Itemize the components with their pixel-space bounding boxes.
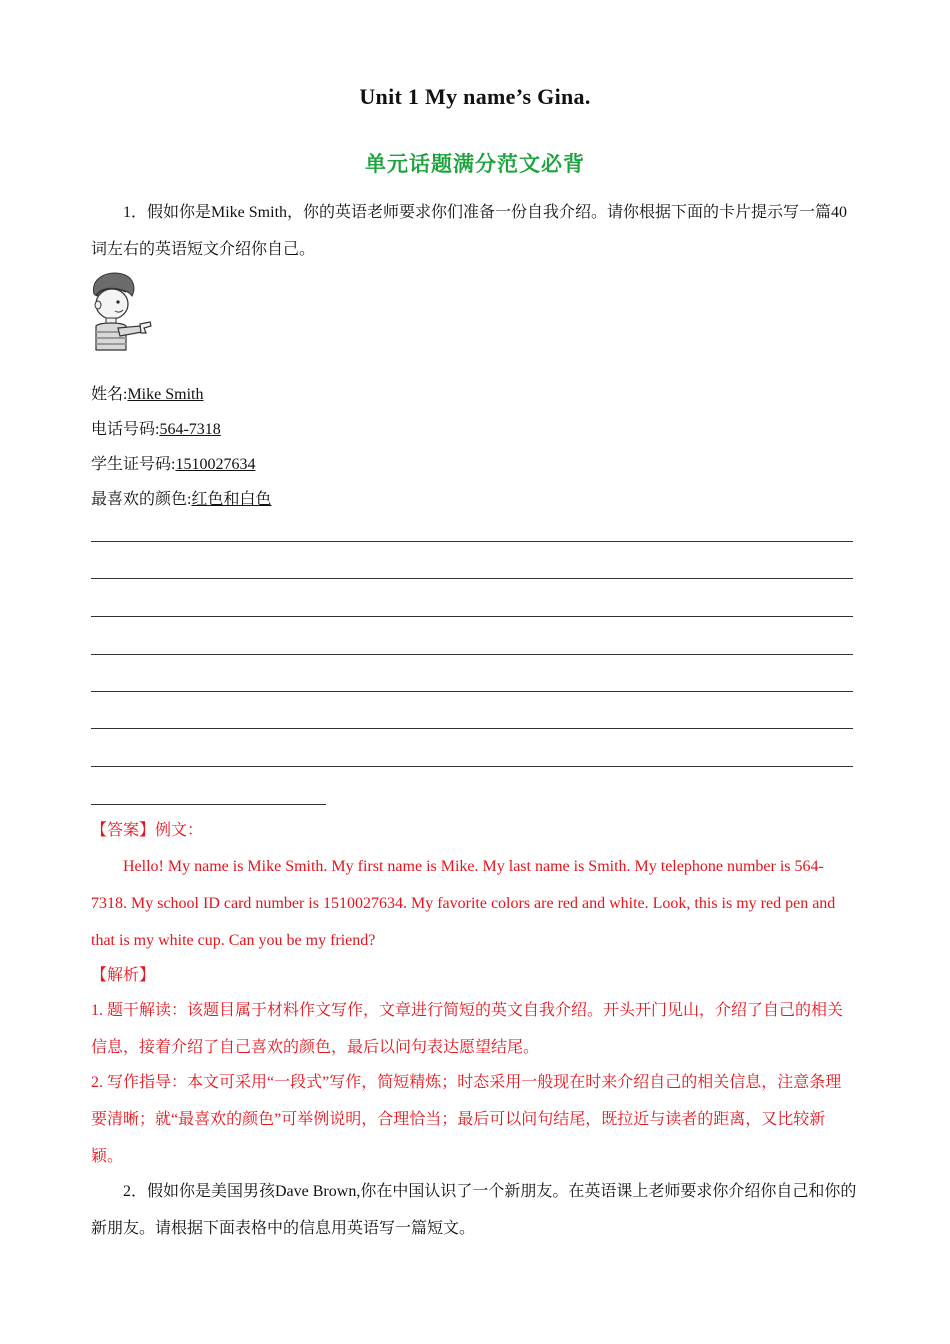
question-2-prompt: 2．假如你是美国男孩Dave Brown,你在中国认识了一个新朋友。在英语课上老师要求你介绍你自己和你的新朋友。请根据下面表格中的信息用英语写一篇短文。 — [91, 1183, 857, 1237]
writing-line — [91, 691, 853, 692]
answer-sample-essay: Hello! My name is Mike Smith. My first name is Mike. My last name is Smith. My telephone number is 564-7318. My school ID card number is 1510027634. My favorite colors are red and white. Look, this is my red pen and that is my white cup. Can you be my friend? — [91, 858, 836, 949]
analysis-label: 【解析】 — [91, 967, 156, 984]
card-name-value: Mike Smith — [127, 386, 204, 403]
writing-line — [91, 616, 853, 617]
writing-line-end — [91, 804, 326, 805]
card-favorite-color-value: 红色和白色 — [191, 491, 272, 508]
card-phone-label: 电话号码: — [91, 421, 160, 438]
page-title: Unit 1 My name’s Gina. — [359, 84, 591, 109]
card-student-id — [91, 454, 255, 476]
writing-line — [91, 728, 853, 729]
card-student-id-value: 1510027634 — [175, 456, 256, 473]
card-phone-value: 564-7318 — [159, 421, 221, 438]
analysis-point-2: 2. 写作指导：本文可采用“一段式”写作，简短精炼；时态采用一般现在时来介绍自己的相关信息，注意条理要清晰；就“最喜欢的颜色”可举例说明，合理恰当；最后可以问句结尾，既拉近与读者的距离，又比较新颖。 — [91, 1074, 842, 1165]
question-1-prompt: 1．假如你是Mike Smith，你的英语老师要求你们准备一份自我介绍。请你根据下面的卡片提示写一篇40词左右的英语短文介绍你自己。 — [91, 204, 848, 258]
card-student-id-label: 学生证号码: — [91, 456, 176, 473]
section-subtitle: 单元话题满分范文必背 — [365, 152, 585, 176]
card-favorite-color — [91, 489, 271, 511]
card-name — [91, 384, 203, 406]
card-name-label: 姓名: — [91, 386, 128, 403]
writing-line — [91, 766, 853, 767]
answer-label: 【答案】例文： — [91, 822, 204, 839]
writing-line — [91, 654, 853, 655]
card-favorite-color-label: 最喜欢的颜色: — [91, 491, 192, 508]
card-phone — [91, 419, 221, 441]
analysis-point-1: 1. 题干解读：该题目属于材料作文写作，文章进行简短的英文自我介绍。开头开门见山，介绍了自己的相关信息，接着介绍了自己喜欢的颜色，最后以问句表达愿望结尾。 — [91, 1002, 844, 1056]
boy-pointing-icon — [88, 270, 154, 352]
writing-line — [91, 541, 853, 542]
writing-line — [91, 578, 853, 579]
